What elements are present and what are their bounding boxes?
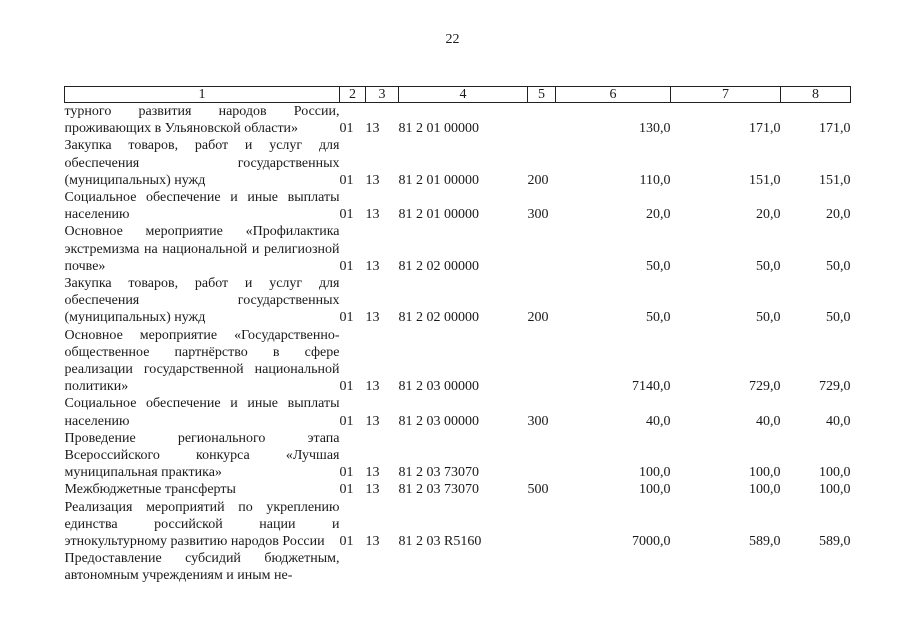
section-code [340,550,366,584]
row-description: Предоставление субсидий бюджетным, автономным учреждениям и иным не- [64,551,340,584]
section-code: 01 [339,413,354,429]
amount-col-6: 20,0 [646,207,671,223]
target-article-code: 81 2 01 00000 [398,172,479,188]
table-row [65,395,851,429]
table-row [65,103,851,138]
target-article-code: 81 2 03 73070 [398,465,479,481]
amount-col-6: 130,0 [639,121,671,137]
amount-col-8: 40,0 [826,413,851,429]
section-code: 01 [339,310,354,326]
section-code: 01 [339,534,354,550]
row-description: Социальное обеспечение и иные выплаты населению [64,190,340,223]
table-row [65,327,851,396]
table-row [65,275,851,327]
target-article-code: 81 2 01 00000 [398,207,479,223]
subsection-code: 13 [365,482,380,498]
header-col-5: 5 [528,87,556,103]
amount-col-6: 50,0 [646,258,671,274]
subsection-code: 13 [365,207,380,223]
expense-type-code: 300 [527,207,549,223]
header-col-1: 1 [65,87,340,103]
amount-col-8: 50,0 [826,258,851,274]
amount-col-6: 7000,0 [632,534,671,550]
amount-col-7: 40,0 [756,413,781,429]
amount-col-7: 50,0 [756,258,781,274]
amount-col-7: 171,0 [749,121,781,137]
amount-col-6: 40,0 [646,413,671,429]
expense-type-code [528,550,556,584]
row-description: Закупка товаров, работ и услуг для обеспечения государственных (муниципальных) нужд [64,276,340,326]
amount-col-7 [671,550,781,584]
table-row [65,189,851,223]
amount-col-7: 100,0 [749,465,781,481]
subsection-code: 13 [365,534,380,550]
amount-col-7: 100,0 [749,482,781,498]
target-article-code: 81 2 03 R5160 [398,534,482,550]
header-col-3: 3 [366,87,399,103]
row-description: турного развития народов России, проживающих в Ульяновской области» [64,104,340,137]
section-code: 01 [339,172,354,188]
amount-col-8: 100,0 [819,465,851,481]
target-article-code: 81 2 03 00000 [398,379,479,395]
expense-type-code [528,103,556,138]
amount-col-6: 100,0 [639,482,671,498]
table-row [65,223,851,275]
amount-col-8 [781,550,851,584]
target-article-code: 81 2 03 73070 [398,482,479,498]
row-description: Основное мероприятие «Профилактика экстремизма на национальной и религиозной почве» [64,224,340,274]
amount-col-6: 50,0 [646,310,671,326]
section-code: 01 [339,379,354,395]
target-article-code: 81 2 02 00000 [398,258,479,274]
amount-col-8: 151,0 [819,172,851,188]
subsection-code: 13 [365,310,380,326]
amount-col-8: 100,0 [819,482,851,498]
amount-col-6: 100,0 [639,465,671,481]
header-col-4: 4 [399,87,528,103]
expense-type-code [528,499,556,551]
expense-type-code [528,430,556,482]
amount-col-7: 729,0 [749,379,781,395]
amount-col-7: 20,0 [756,207,781,223]
section-code: 01 [339,207,354,223]
expense-type-code [528,223,556,275]
row-description: Социальное обеспечение и иные выплаты населению [64,396,340,429]
table-row [65,550,851,584]
section-code: 01 [339,121,354,137]
section-code: 01 [339,482,354,498]
row-description: Проведение регионального этапа Всероссийского конкурса «Лучшая муниципальная практика» [64,430,340,481]
expense-type-code: 200 [527,310,549,326]
amount-col-8: 50,0 [826,310,851,326]
amount-col-8: 20,0 [826,207,851,223]
amount-col-6: 7140,0 [632,379,671,395]
amount-col-8: 171,0 [819,121,851,137]
amount-col-8: 589,0 [819,534,851,550]
table-row [65,481,851,498]
subsection-code: 13 [365,379,380,395]
row-description: Реализация мероприятий по укреплению единства российской нации и этнокультурному развитию народов России [64,499,340,550]
amount-col-6: 110,0 [639,172,671,188]
target-article-code: 81 2 02 00000 [398,310,479,326]
table-row [65,137,851,189]
header-col-6: 6 [556,87,671,103]
subsection-code: 13 [365,465,380,481]
amount-col-8: 729,0 [819,379,851,395]
target-article-code [399,550,528,584]
subsection-code: 13 [365,172,380,188]
table-row [65,430,851,482]
table-row [65,499,851,551]
expense-type-code: 300 [527,413,549,429]
subsection-code: 13 [365,413,380,429]
row-description: Закупка товаров, работ и услуг для обеспечения государственных (муниципальных) нужд [64,138,340,188]
subsection-code [366,550,399,584]
target-article-code: 81 2 03 00000 [398,413,479,429]
subsection-code: 13 [365,258,380,274]
row-description: Основное мероприятие «Государственно-общественное партнёрство в сфере реализации государственной национальной политики» [64,327,340,395]
amount-col-6 [556,550,671,584]
header-col-7: 7 [671,87,781,103]
amount-col-7: 589,0 [749,534,781,550]
header-row [65,87,851,103]
expense-type-code [528,327,556,396]
header-col-2: 2 [340,87,366,103]
amount-col-7: 50,0 [756,310,781,326]
header-col-8: 8 [781,87,851,103]
expense-type-code: 500 [527,482,549,498]
expense-type-code: 200 [527,172,549,188]
page-number: 22 [445,32,460,47]
subsection-code: 13 [365,121,380,137]
section-code: 01 [339,465,354,481]
target-article-code: 81 2 01 00000 [398,121,479,137]
budget-table [64,86,851,585]
row-description: Межбюджетные трансферты [64,482,236,498]
amount-col-7: 151,0 [749,172,781,188]
section-code: 01 [339,258,354,274]
